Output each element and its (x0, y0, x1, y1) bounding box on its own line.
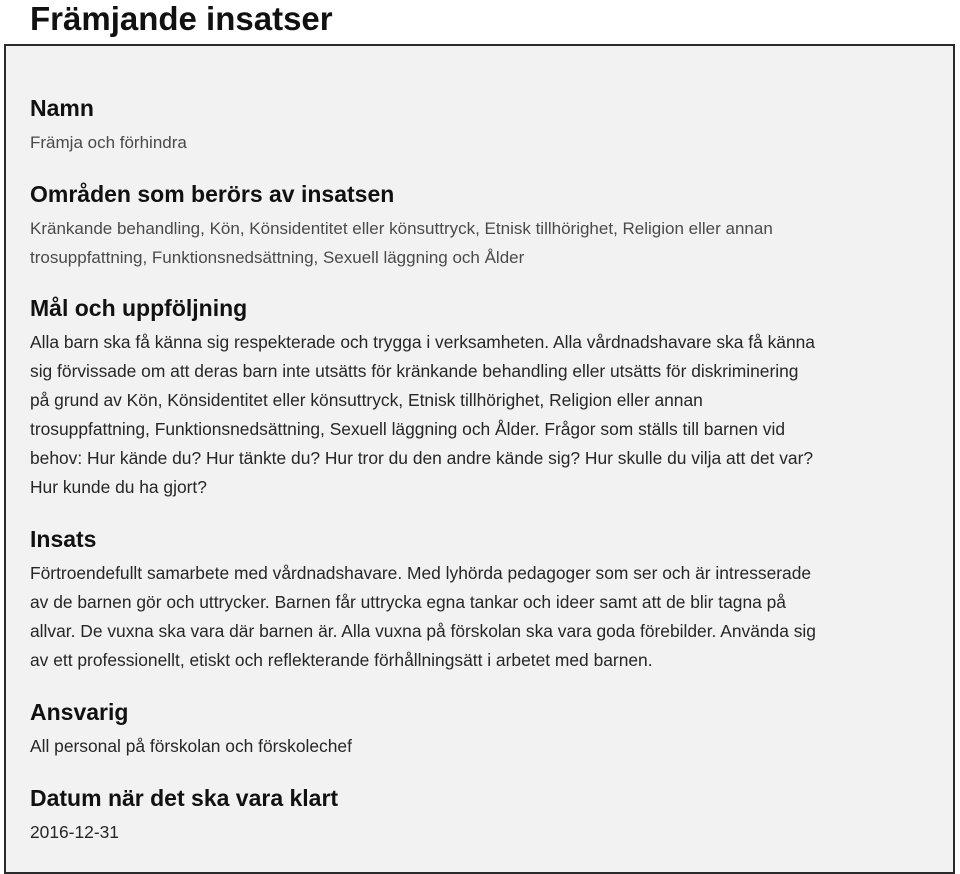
section-insats (30, 525, 942, 675)
section-text-insats-line2: av de barnen gör och uttrycker. Barnen får uttrycka egna tankar och ideer samt att de blir tagna på (30, 592, 786, 612)
section-text-mal-line1: Alla barn ska få känna sig respekterade och trygga i verksamheten. Alla vårdnadshavare ska få känna (30, 332, 815, 352)
section-heading-datum: Datum när det ska vara klart (30, 785, 339, 811)
section-heading-namn: Namn (30, 95, 94, 121)
section-text-namn: Främja och förhindra (30, 133, 187, 152)
section-text-insats-line4: av ett professionellt, etiskt och reflekterande förhållningsätt i arbetet med barnen. (30, 650, 653, 670)
measure-box (4, 44, 955, 874)
section-text-mal-line5: behov: Hur kände du? Hur tänkte du? Hur tror du den andre kände sig? Hur skulle du vilja att det var? (30, 448, 814, 468)
section-text-mal-line6: Hur kunde du ha gjort? (30, 477, 207, 497)
section-text-omraden-line2: trosuppfattning, Funktionsnedsättning, Sexuell läggning och Ålder (30, 248, 525, 267)
section-text-omraden-line1: Kränkande behandling, Kön, Könsidentitet eller könsuttryck, Etnisk tillhörighet, Religion eller annan (30, 219, 773, 238)
section-ansvarig (30, 698, 942, 761)
section-text-insats-line3: allvar. De vuxna ska vara där barnen är. Alla vuxna på förskolan ska vara goda förebilder. Använda sig (30, 621, 816, 641)
section-heading-ansvarig: Ansvarig (30, 699, 129, 725)
section-text-mal-line3: på grund av Kön, Könsidentitet eller könsuttryck, Etnisk tillhörighet, Religion eller annan (30, 390, 703, 410)
section-text-mal-line4: trosuppfattning, Funktionsnedsättning, Sexuell läggning och Ålder. Frågor som ställs till barnen vid (30, 419, 785, 439)
section-heading-insats: Insats (30, 526, 97, 552)
section-heading-mal: Mål och uppföljning (30, 295, 248, 321)
page-title: Främjande insatser (30, 0, 333, 37)
section-omraden (30, 180, 942, 272)
section-text-datum: 2016-12-31 (30, 822, 119, 842)
section-datum (30, 784, 942, 847)
section-text-insats-line1: Förtroendefullt samarbete med vårdnadshavare. Med lyhörda pedagoger som ser och är intresserade (30, 563, 812, 583)
section-mal (30, 294, 942, 502)
section-text-ansvarig: All personal på förskolan och förskolechef (30, 736, 352, 756)
section-heading-omraden: Områden som berörs av insatsen (30, 181, 395, 207)
section-namn (30, 94, 942, 157)
section-text-mal-line2: sig förvissade om att deras barn inte utsätts för kränkande behandling eller utsätts för diskriminering (30, 361, 799, 381)
